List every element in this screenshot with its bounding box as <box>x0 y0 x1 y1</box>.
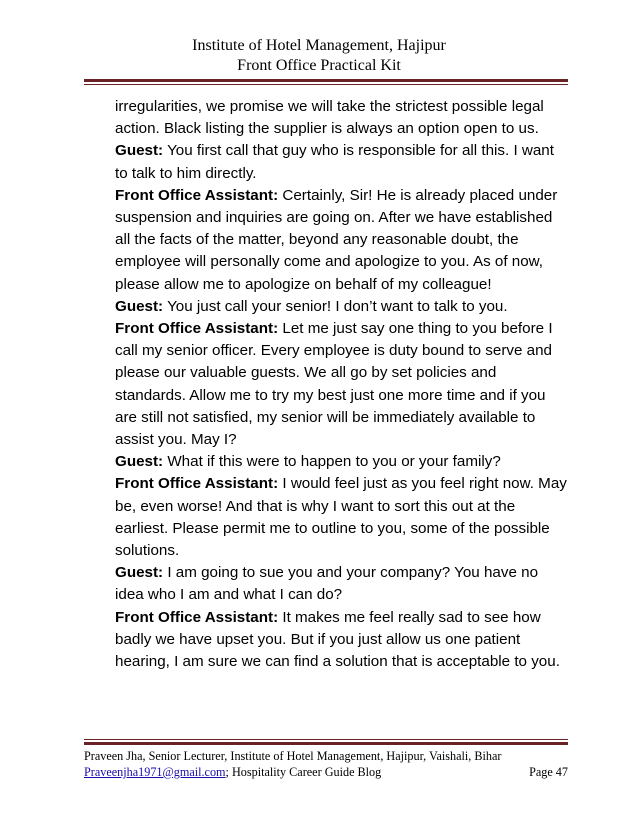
dialogue-foa-2 <box>115 318 567 451</box>
dialogue-text: Certainly, Sir! He is already placed under suspension and inquiries are going on. After we have established all the facts of the matter, beyond any reasonable doubt, the employee will personally come and apologize to you. As of now, please allow me to apologize on behalf of my colleague! <box>115 186 558 293</box>
page-header <box>0 36 638 76</box>
dialogue-text: What if this were to happen to you or your family? <box>167 453 501 471</box>
header-divider-thin <box>84 84 568 85</box>
dialogue-text: Let me just say one thing to you before I call my senior officer. Every employee is duty bound to serve and please our valuable guests. We all go by set policies and standards. Allow me to try my best just one more time and if you are still not satisfied, my senior will be immediately available to assist you. May I? <box>115 320 553 449</box>
dialogue-text: I am going to sue you and your company? You have no idea who I am and what I can do? <box>115 564 539 604</box>
speaker-label-guest: Guest: <box>115 142 164 160</box>
dialogue-guest-1 <box>115 140 567 184</box>
dialogue-guest-2 <box>115 296 567 318</box>
header-kit-title: Front Office Practical Kit <box>237 57 401 74</box>
dialogue-text: I would feel just as you feel right now. May be, even worse! And that is why I want to sort this out at the earliest. Please permit me to outline to you, some of the possible solutions. <box>115 475 567 560</box>
speaker-label-guest: Guest: <box>115 453 164 471</box>
dialogue-text: You first call that guy who is responsible for all this. I want to talk to him directly. <box>115 142 554 182</box>
speaker-label-foa: Front Office Assistant: <box>115 475 279 493</box>
paragraph-continuation: irregularities, we promise we will take the strictest possible legal action. Black listing the supplier is always an option open to us. <box>115 98 544 138</box>
dialogue-text: It makes me feel really sad to see how badly we have upset you. But if you just allow us one patient hearing, I am sure we can find a solution that is acceptable to you. <box>115 608 560 671</box>
speaker-label-foa: Front Office Assistant: <box>115 320 279 338</box>
dialogue-guest-4 <box>115 562 567 606</box>
email-link[interactable]: Praveenjha1971@gmail.com <box>84 765 226 779</box>
speaker-label-foa: Front Office Assistant: <box>115 186 279 204</box>
footer-row <box>84 764 568 780</box>
header-divider-thick <box>84 79 568 82</box>
dialogue-foa-3 <box>115 473 567 562</box>
footer-contact <box>84 764 381 780</box>
footer-author: Praveen Jha, Senior Lecturer, Institute of Hotel Management, Hajipur, Vaishali, Bihar <box>84 749 502 763</box>
footer-divider-thin <box>84 739 568 740</box>
header-institute: Institute of Hotel Management, Hajipur <box>192 37 446 54</box>
dialogue-text: You just call your senior! I don’t want to talk to you. <box>167 297 508 315</box>
page-number: Page 47 <box>529 765 568 779</box>
speaker-label-foa: Front Office Assistant: <box>115 608 279 626</box>
footer-divider-thick <box>84 742 568 745</box>
dialogue-foa-4 <box>115 607 567 674</box>
dialogue-body <box>115 96 567 673</box>
page-footer <box>84 748 568 780</box>
footer-blog: ; Hospitality Career Guide Blog <box>225 765 382 779</box>
speaker-label-guest: Guest: <box>115 564 164 582</box>
speaker-label-guest: Guest: <box>115 297 164 315</box>
dialogue-guest-3 <box>115 451 567 473</box>
dialogue-foa-1 <box>115 185 567 296</box>
